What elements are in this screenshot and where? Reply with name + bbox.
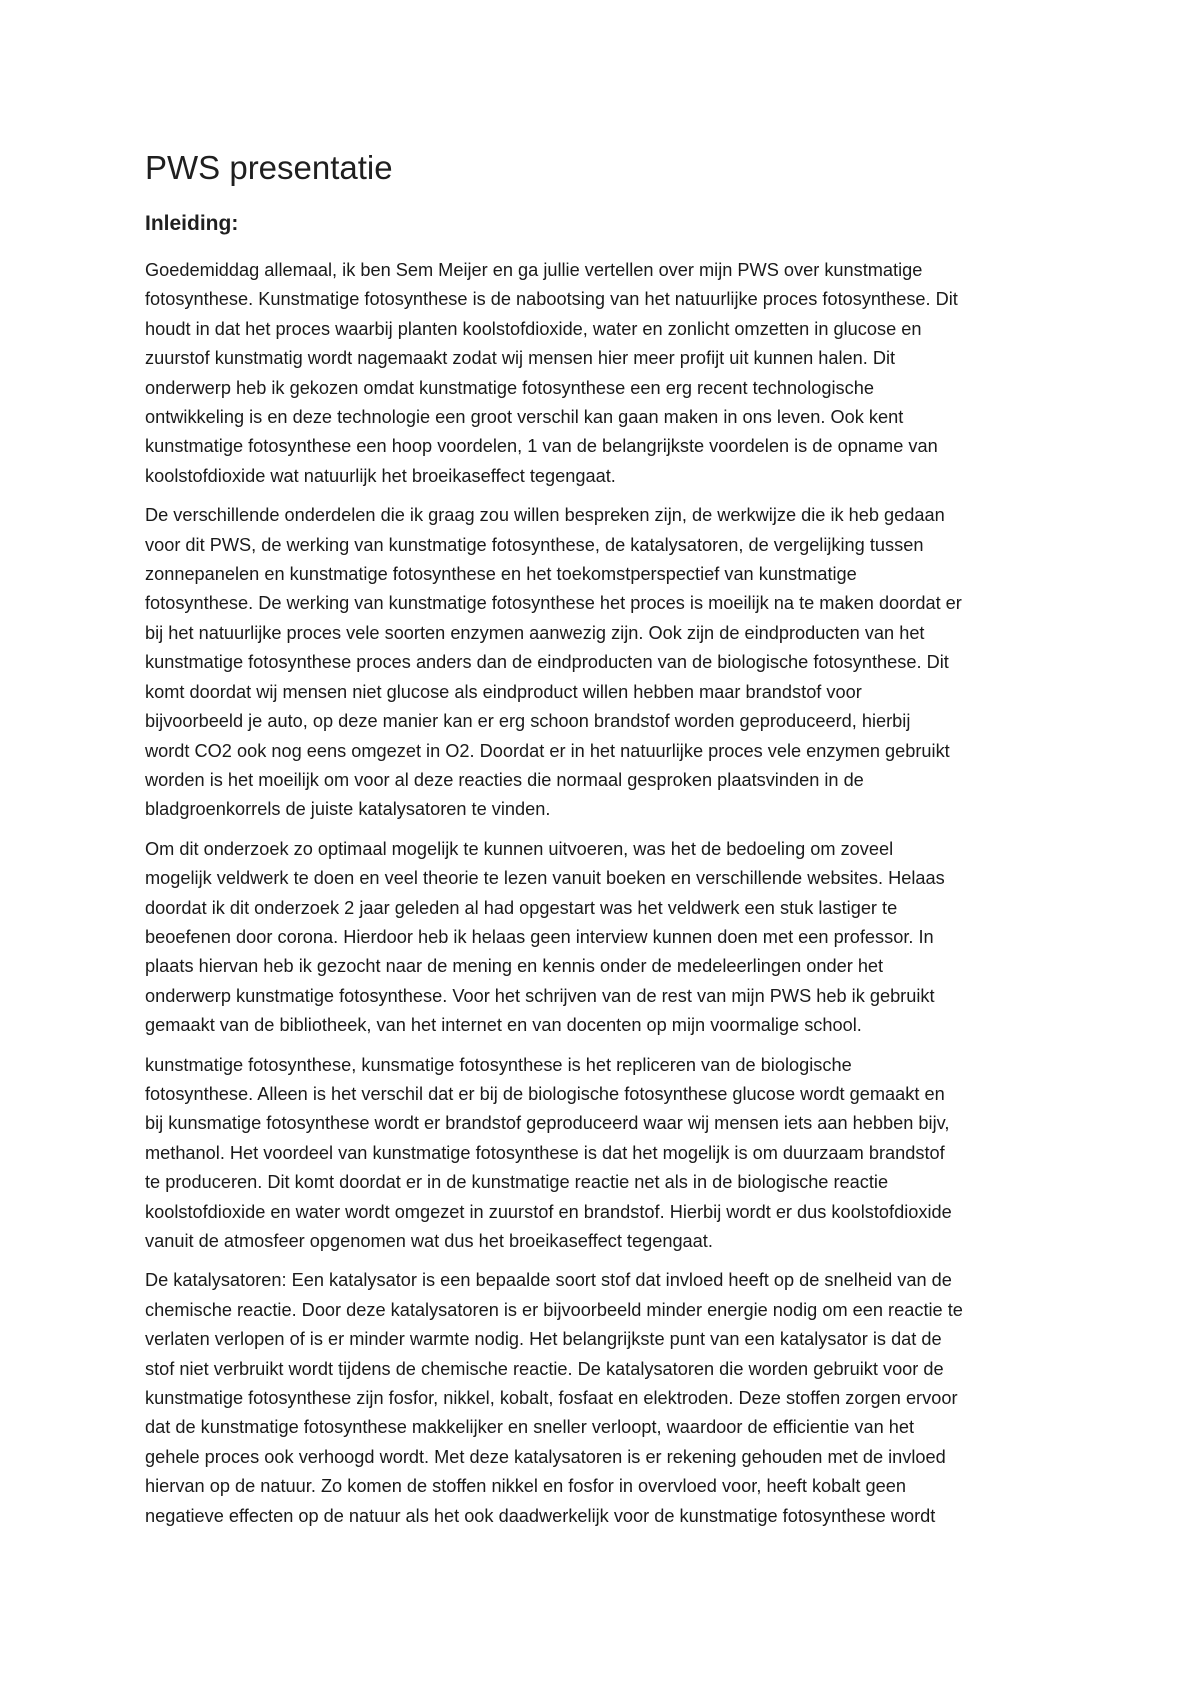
paragraph-line: methanol. Het voordeel van kunstmatige fotosynthese is dat het mogelijk is om duurzaam brandstof bbox=[145, 1142, 945, 1163]
paragraph-line: houdt in dat het proces waarbij planten koolstofdioxide, water en zonlicht omzetten in glucose en bbox=[145, 318, 922, 339]
paragraph bbox=[145, 1051, 1057, 1257]
paragraph-line: koolstofdioxide en water wordt omgezet in zuurstof en brandstof. Hierbij wordt er dus koolstofdioxide bbox=[145, 1201, 952, 1222]
paragraph-line: chemische reactie. Door deze katalysatoren is er bijvoorbeeld minder energie nodig om een reactie te bbox=[145, 1299, 963, 1320]
paragraph-line: kunstmatige fotosynthese, kunsmatige fotosynthese is het repliceren van de biologische bbox=[145, 1054, 852, 1075]
paragraph bbox=[145, 1266, 1057, 1531]
paragraph-line: te produceren. Dit komt doordat er in de kunstmatige reactie net als in de biologische reactie bbox=[145, 1172, 889, 1193]
paragraph-line: mogelijk veldwerk te doen en veel theorie te lezen vanuit boeken en verschillende websites. Helaas bbox=[145, 868, 945, 889]
paragraph-line: doordat ik dit onderzoek 2 jaar geleden al had opgestart was het veldwerk een stuk lastiger te bbox=[145, 897, 898, 918]
paragraph-line: gehele proces ook verhoogd wordt. Met deze katalysatoren is er rekening gehouden met de invloed bbox=[145, 1446, 946, 1467]
paragraph-line: fotosynthese. De werking van kunstmatige fotosynthese het proces is moeilijk na te maken doordat er bbox=[145, 593, 962, 614]
paragraph-line: Om dit onderzoek zo optimaal mogelijk te kunnen uitvoeren, was het de bedoeling om zoveel bbox=[145, 838, 894, 859]
paragraph-line: bij het natuurlijke proces vele soorten enzymen aanwezig zijn. Ook zijn de eindproducten van het bbox=[145, 622, 925, 643]
paragraph bbox=[145, 256, 1057, 491]
paragraph-line: bijvoorbeeld je auto, op deze manier kan er erg schoon brandstof worden geproduceerd, hierbij bbox=[145, 711, 911, 732]
paragraph-line: hiervan op de natuur. Zo komen de stoffen nikkel en fosfor in overvloed voor, heeft kobalt geen bbox=[145, 1476, 906, 1497]
paragraph-line: Goedemiddag allemaal, ik ben Sem Meijer en ga jullie vertellen over mijn PWS over kunstmatige bbox=[145, 260, 923, 280]
paragraph-line: verlaten verlopen of is er minder warmte nodig. Het belangrijkste punt van een katalysator is dat de bbox=[145, 1329, 942, 1350]
document-title: PWS presentatie bbox=[145, 149, 393, 186]
paragraph bbox=[145, 501, 1057, 824]
paragraph-line: negatieve effecten op de natuur als het ook daadwerkelijk voor de kunstmatige fotosynthese wordt bbox=[145, 1505, 936, 1526]
paragraph-line: onderwerp kunstmatige fotosynthese. Voor het schrijven van de rest van mijn PWS heb ik gebruikt bbox=[145, 985, 935, 1006]
paragraph-line: voor dit PWS, de werking van kunstmatige fotosynthese, de katalysatoren, de vergelijking tussen bbox=[145, 534, 924, 555]
paragraph-line: ontwikkeling is en deze technologie een groot verschil kan gaan maken in ons leven. Ook kent bbox=[145, 407, 904, 428]
paragraph-line: koolstofdioxide wat natuurlijk het broeikaseffect tegengaat. bbox=[145, 465, 616, 486]
paragraph-line: fotosynthese. Alleen is het verschil dat er bij de biologische fotosynthese glucose wordt gemaakt en bbox=[145, 1083, 945, 1104]
paragraph-line: bij kunsmatige fotosynthese wordt er brandstof geproduceerd waar wij mensen iets aan hebben bijv, bbox=[145, 1113, 950, 1134]
paragraph-line: dat de kunstmatige fotosynthese makkelijker en sneller verloopt, waardoor de efficientie van het bbox=[145, 1417, 915, 1438]
paragraph-line: De verschillende onderdelen die ik graag zou willen bespreken zijn, de werkwijze die ik heb gedaan bbox=[145, 505, 945, 526]
paragraph bbox=[145, 835, 1057, 1041]
paragraph-line: stof niet verbruikt wordt tijdens de chemische reactie. De katalysatoren die worden gebruikt voor de bbox=[145, 1358, 944, 1379]
paragraph-line: kunstmatige fotosynthese een hoop voordelen, 1 van de belangrijkste voordelen is de opname van bbox=[145, 436, 938, 457]
paragraph-line: gemaakt van de bibliotheek, van het internet en van docenten op mijn voormalige school. bbox=[145, 1015, 862, 1036]
paragraph-line: kunstmatige fotosynthese zijn fosfor, nikkel, kobalt, fosfaat en elektroden. Deze stoffen zorgen ervoor bbox=[145, 1388, 958, 1409]
paragraph-line: plaats hiervan heb ik gezocht naar de mening en kennis onder de medeleerlingen onder het bbox=[145, 956, 884, 977]
paragraph-line: kunstmatige fotosynthese proces anders dan de eindproducten van de biologische fotosynthese. Dit bbox=[145, 652, 949, 673]
paragraph-line: onderwerp heb ik gekozen omdat kunstmatige fotosynthese een erg recent technologische bbox=[145, 377, 874, 398]
paragraph-line: beoefenen door corona. Hierdoor heb ik helaas geen interview kunnen doen met een professor. In bbox=[145, 926, 934, 947]
document-body bbox=[145, 148, 1057, 1541]
section-heading: Inleiding: bbox=[145, 212, 239, 235]
paragraph-line: wordt CO2 ook nog eens omgezet in O2. Doordat er in het natuurlijke proces vele enzymen gebruikt bbox=[145, 740, 950, 761]
paragraph-line: komt doordat wij mensen niet glucose als eindproduct willen hebben maar brandstof voor bbox=[145, 681, 862, 702]
paragraph-line: bladgroenkorrels de juiste katalysatoren te vinden. bbox=[145, 799, 551, 820]
paragraph-line: fotosynthese. Kunstmatige fotosynthese is de nabootsing van het natuurlijke proces fotosynthese. Dit bbox=[145, 289, 958, 310]
paragraph-line: zonnepanelen en kunstmatige fotosynthese en het toekomstperspectief van kunstmatige bbox=[145, 564, 857, 585]
paragraph-line: vanuit de atmosfeer opgenomen wat dus het broeikaseffect tegengaat. bbox=[145, 1231, 713, 1251]
paragraph-line: zuurstof kunstmatig wordt nagemaakt zodat wij mensen hier meer profijt uit kunnen halen. Dit bbox=[145, 348, 896, 369]
paragraph-line: De katalysatoren: Een katalysator is een bepaalde soort stof dat invloed heeft op de snelheid van de bbox=[145, 1270, 952, 1291]
paragraph-line: worden is het moeilijk om voor al deze reacties die normaal gesproken plaatsvinden in de bbox=[145, 769, 864, 790]
paragraph-list bbox=[145, 256, 1057, 1531]
